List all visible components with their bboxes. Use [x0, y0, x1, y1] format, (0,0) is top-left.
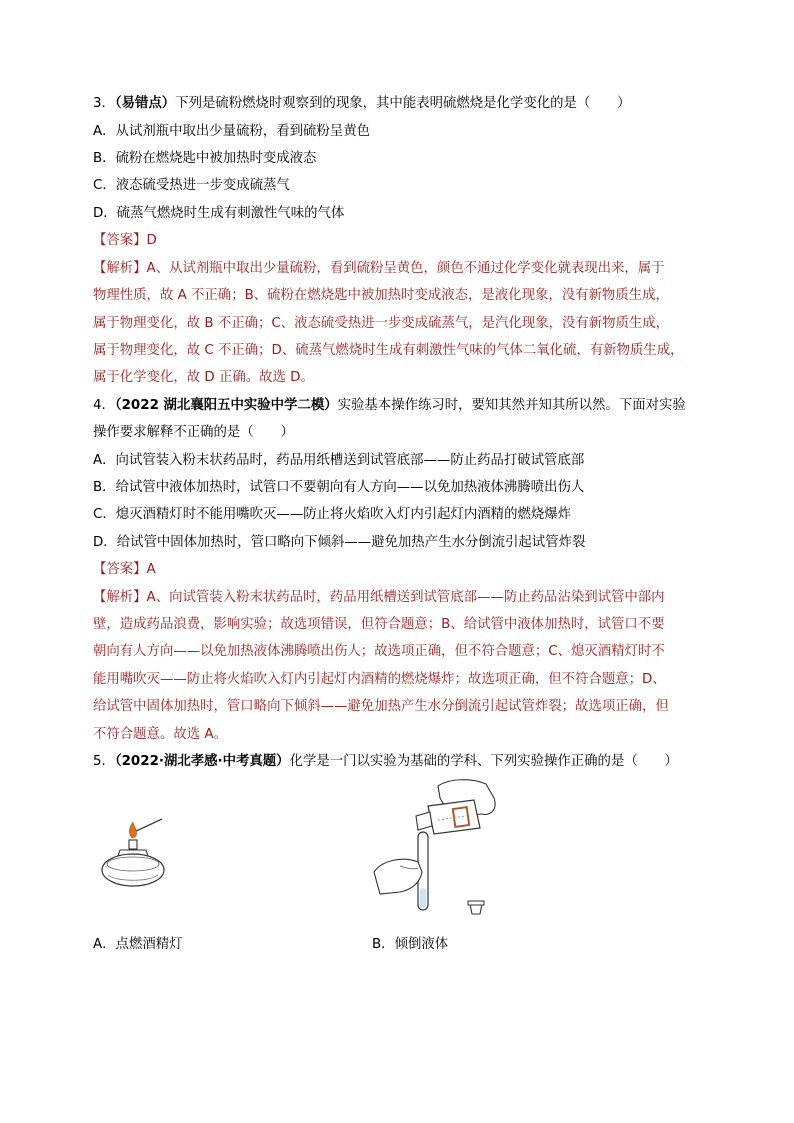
q4-option-b: B．给试管中液体加热时，试管口不要朝向有人方向——以免加热液体沸腾喷出伤人: [93, 480, 585, 495]
q3-stem-text: 下列是硫粉燃烧时观察到的现象，其中能表明硫燃烧是化学变化的是（ ）: [175, 96, 631, 111]
q5-tag: （2022·湖北孝感·中考真题）: [114, 754, 290, 769]
q3-option-c: C．液态硫受热进一步变成硫蒸气: [93, 178, 290, 193]
pouring-liquid-figure: [370, 776, 510, 926]
tube-liquid: [420, 888, 427, 908]
q4-analysis-line: 朝向有人方向——以免加热液体沸腾喷出伤人；故选项正确，但不符合题意；C、熄灭酒精灯时不: [93, 644, 665, 659]
q5-stem: [93, 753, 678, 771]
wick-holder: [129, 840, 137, 849]
q4-option-a: A．向试管装入粉末状药品时，药品用纸槽送到试管底部——防止药品打破试管底部: [93, 453, 585, 468]
q3-analysis-line: 属于物理变化，故 B 不正确；C、液态硫受热进一步变成硫蒸气，是汽化现象，没有新物质生成，: [93, 316, 670, 331]
alcohol-lamp-figure: [96, 812, 186, 892]
q5-stem-text: 化学是一门以实验为基础的学科、下列实验操作正确的是（ ）: [289, 754, 678, 769]
lamp-body: [102, 854, 164, 886]
q4-analysis-line: 不符合题意。故选 A。: [93, 727, 227, 742]
q4-stem: [93, 397, 686, 415]
q4-option-c: C．熄灭酒精灯时不能用嘴吹灭——防止将火焰吹入灯内引起灯内酒精的燃烧爆炸: [93, 507, 572, 522]
match-stick: [134, 819, 162, 832]
q5-option-a: A．点燃酒精灯: [93, 937, 183, 952]
q3-analysis-line: 物理性质，故 A 不正确；B、硫粉在燃烧匙中被加热时变成液态，是液化现象，没有新物质生成，: [93, 288, 669, 303]
q4-stem-cont: 操作要求解释不正确的是（ ）: [93, 425, 294, 440]
q3-analysis-line: 属于物理变化，故 C 不正确；D、硫蒸气燃烧时生成有刺激性气味的气体二氧化硫，有新物质生成，: [93, 343, 684, 358]
q3-stem: [93, 95, 630, 113]
bottle-mouth: [416, 812, 432, 830]
q4-analysis-line: 壁，造成药品浪费，影响实验；故选项错误，但符合题意；B、给试管中液体加热时，试管口不要: [93, 617, 665, 632]
q5-number: 5．: [93, 754, 115, 769]
q4-tag: （2022 湖北襄阳五中实验中学二模）: [114, 398, 338, 413]
q3-option-b: B．硫粉在燃烧匙中被加热时变成液态: [93, 151, 317, 166]
q4-option-d: D．给试管中固体加热时，管口略向下倾斜——避免加热产生水分倒流引起试管炸裂: [93, 535, 586, 550]
q3-option-a: A．从试剂瓶中取出少量硫粉，看到硫粉呈黄色: [93, 124, 370, 139]
q3-option-d: D．硫蒸气燃烧时生成有刺激性气味的气体: [93, 206, 345, 221]
q3-analysis-line: 属于化学变化，故 D 正确。故选 D。: [93, 370, 314, 385]
q3-tag: （易错点）: [114, 96, 176, 111]
q4-stem-text: 实验基本操作练习时，要知其然并知其所以然。下面对实验: [337, 398, 686, 413]
flame-icon: [129, 822, 136, 838]
q3-analysis-line: 【解析】A、从试剂瓶中取出少量硫粉，看到硫粉呈黄色，颜色不通过化学变化就表现出来，属于: [93, 261, 665, 276]
q4-analysis-line: 能用嘴吹灭——防止将火焰吹入灯内引起灯内酒精的燃烧爆炸；故选项正确，但不符合题意；D、: [93, 672, 666, 687]
q4-analysis-line: 【解析】A、向试管装入粉末状药品时，药品用纸槽送到试管底部——防止药品沾染到试管中部内: [93, 590, 665, 605]
lower-hand: [374, 859, 422, 894]
q4-analysis-line: 给试管中固体加热时，管口略向下倾斜——避免加热产生水分倒流引起试管炸裂；故选项正确，但: [93, 699, 669, 714]
q3-answer: 【答案】D: [93, 233, 157, 248]
q5-option-b: B．倾倒液体: [372, 937, 449, 952]
q4-number: 4．: [93, 398, 115, 413]
q4-answer: 【答案】A: [93, 562, 156, 577]
q3-number: 3．: [93, 96, 115, 111]
